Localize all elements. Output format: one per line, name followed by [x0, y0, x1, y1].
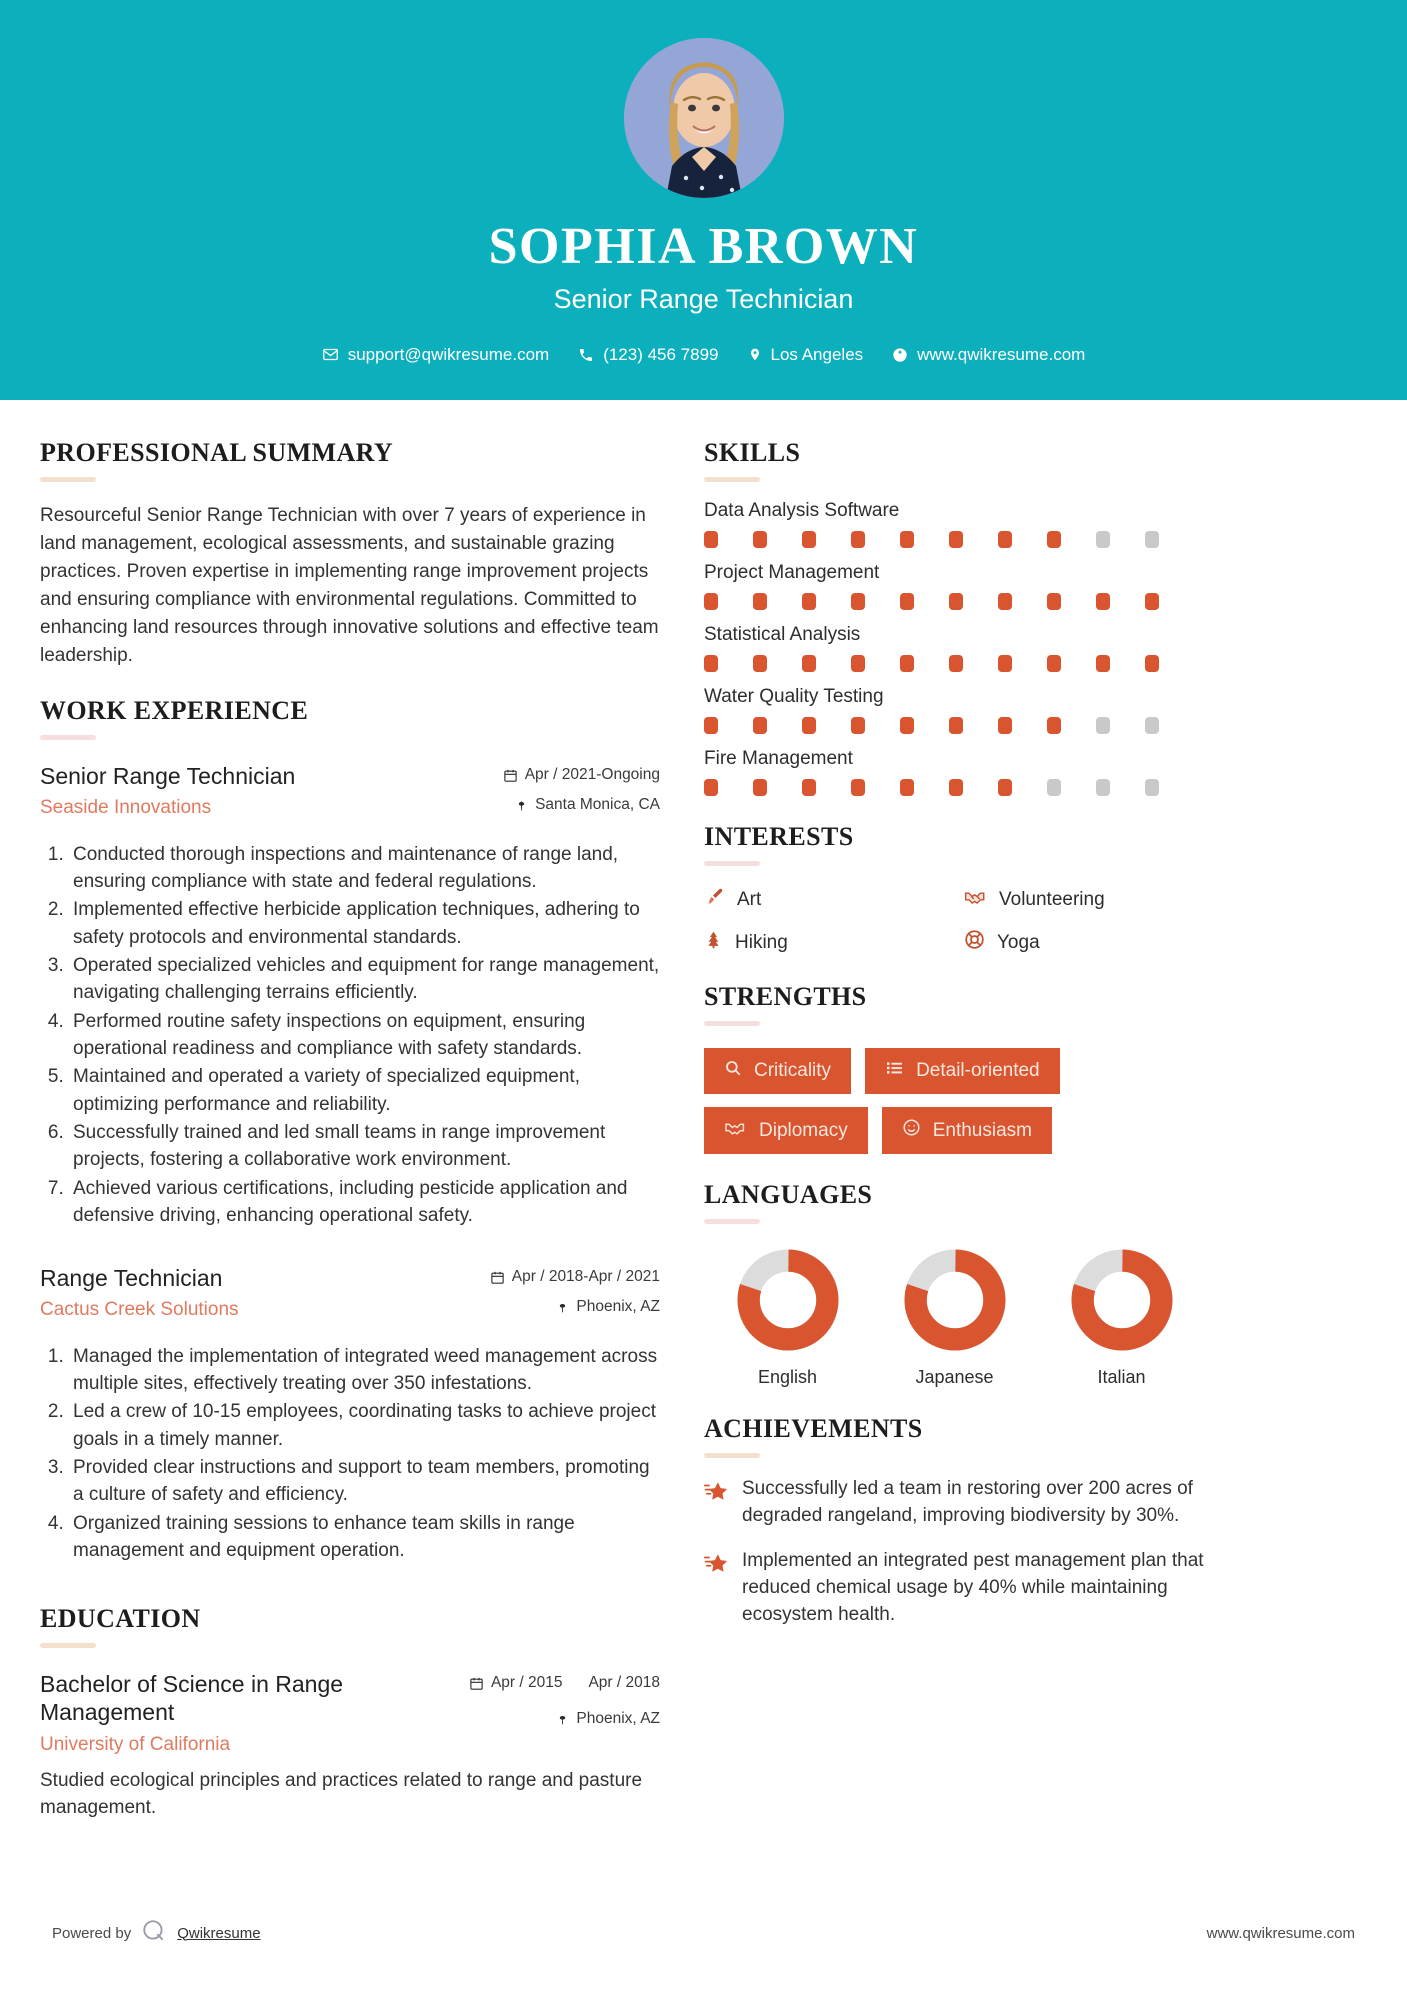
contact-location-text: Los Angeles	[770, 344, 864, 364]
skill-dot	[851, 593, 865, 610]
skill-dot	[753, 717, 767, 734]
skill-dot	[704, 779, 718, 796]
language-label: Japanese	[915, 1367, 994, 1387]
skill-label: Statistical Analysis	[704, 624, 861, 645]
language-donut-chart	[736, 1248, 840, 1352]
skill-dot	[1096, 593, 1110, 610]
education-heading: EDUCATION	[40, 1604, 201, 1634]
section-work-experience	[40, 696, 660, 1565]
skill-dot	[1145, 531, 1159, 548]
job-company: Seaside Innovations	[40, 796, 212, 818]
job-role: Range Technician	[40, 1264, 223, 1291]
interest-volunteering	[964, 886, 1224, 913]
skill-rating	[704, 531, 1224, 548]
skill-dot	[802, 779, 816, 796]
work-entry	[40, 762, 660, 1230]
contact-website-text: www.qwikresume.com	[917, 344, 1086, 364]
calendar-icon	[469, 1674, 484, 1696]
left-column	[40, 438, 660, 1848]
skill-rating	[704, 779, 1224, 796]
page-footer	[0, 1918, 1407, 1948]
skill-dot	[949, 779, 963, 796]
page-title: SOPHIA BROWN	[488, 218, 919, 275]
handshake-icon	[724, 1118, 747, 1143]
skill-dot	[753, 593, 767, 610]
job-dates	[490, 766, 660, 788]
job-dates-text: Apr / 2021-Ongoing	[524, 765, 660, 783]
contact-phone[interactable]	[568, 345, 728, 365]
skill-item	[704, 748, 1224, 796]
section-interests	[704, 822, 1224, 956]
skill-dot	[998, 593, 1012, 610]
language-donut-chart	[1070, 1248, 1174, 1352]
section-education	[40, 1604, 660, 1821]
qwikresume-logo-icon	[141, 1918, 167, 1948]
strength-badge-criticality	[704, 1048, 851, 1094]
list-item: 3. Operated specialized vehicles and equipment for range management, navigating challenging terrains efficiently.	[69, 952, 660, 1007]
section-languages	[704, 1180, 1224, 1388]
language-item	[1038, 1248, 1205, 1388]
skill-dot	[851, 717, 865, 734]
phone-icon	[578, 347, 594, 363]
job-company: Cactus Creek Solutions	[40, 1298, 239, 1320]
language-donut-chart	[903, 1248, 1007, 1352]
interests-heading: INTERESTS	[704, 822, 854, 851]
interest-label: Art	[737, 888, 762, 910]
strength-badge-detail-oriented	[865, 1048, 1060, 1094]
strengths-list	[704, 1048, 1224, 1154]
contact-email[interactable]	[312, 345, 560, 365]
language-label: English	[757, 1367, 818, 1387]
strength-badge-enthusiasm	[882, 1107, 1052, 1154]
skill-dot	[704, 717, 718, 734]
skill-dot	[1096, 779, 1110, 796]
skill-label: Fire Management	[704, 748, 853, 769]
language-item	[704, 1248, 871, 1388]
section-professional-summary	[40, 438, 660, 670]
skill-rating	[704, 593, 1224, 610]
skill-dot	[802, 593, 816, 610]
job-dates	[490, 1268, 660, 1290]
strength-label: Enthusiasm	[932, 1119, 1032, 1141]
section-rule	[704, 1219, 760, 1224]
skill-dot	[753, 655, 767, 672]
list-item: 3. Provided clear instructions and support to team members, promoting a culture of safety and efficiency.	[69, 1454, 660, 1509]
job-bullets	[40, 1343, 660, 1565]
skill-label: Water Quality Testing	[704, 686, 884, 707]
education-degree: Bachelor of Science in Range Management	[40, 1671, 344, 1726]
skill-dot	[1047, 779, 1061, 796]
job-location-text: Santa Monica, CA	[535, 795, 660, 813]
skill-dot	[1047, 593, 1061, 610]
list-item: 2. Led a crew of 10-15 employees, coordinating tasks to achieve project goals in a timely manner.	[69, 1398, 660, 1453]
skill-dot	[753, 779, 767, 796]
job-bullets	[40, 841, 660, 1230]
job-location	[490, 1298, 660, 1320]
list-icon	[885, 1059, 904, 1083]
skill-dot	[851, 779, 865, 796]
education-dates	[469, 1674, 660, 1696]
contact-email-text: support@qwikresume.com	[347, 344, 550, 364]
skill-dot	[949, 717, 963, 734]
section-rule	[40, 735, 96, 740]
footer-website[interactable]: www.qwikresume.com	[1206, 1924, 1355, 1942]
skill-dot	[851, 531, 865, 548]
calendar-icon	[490, 1268, 505, 1290]
pin-icon	[556, 1298, 569, 1320]
skill-dot	[949, 531, 963, 548]
interest-art	[704, 886, 964, 913]
skill-dot	[1096, 655, 1110, 672]
achievement-item	[704, 1476, 1224, 1530]
achievements-heading: ACHIEVEMENTS	[704, 1414, 923, 1443]
skill-dot	[998, 531, 1012, 548]
section-rule	[704, 861, 760, 866]
header-subtitle: Senior Range Technician	[553, 283, 854, 314]
skill-item	[704, 562, 1224, 610]
achievement-text: Successfully led a team in restoring over 200 acres of degraded rangeland, improving biodiversity by 30%.	[742, 1478, 1193, 1526]
education-entry	[40, 1670, 660, 1821]
tree-icon	[704, 929, 723, 956]
skill-dot	[1047, 531, 1061, 548]
interest-label: Volunteering	[999, 888, 1105, 910]
resume-header	[0, 0, 1407, 400]
section-rule	[40, 1643, 96, 1648]
job-role: Senior Range Technician	[40, 762, 296, 789]
list-item: 6. Successfully trained and led small teams in range improvement projects, fostering a collaborative work environment.	[69, 1119, 660, 1174]
envelope-icon	[322, 346, 339, 363]
skills-list	[704, 500, 1224, 796]
skill-dot	[851, 655, 865, 672]
contact-row	[0, 345, 1407, 365]
lifebuoy-icon	[964, 929, 985, 956]
summary-heading: PROFESSIONAL SUMMARY	[40, 438, 394, 467]
skill-dot	[704, 593, 718, 610]
section-achievements	[704, 1414, 1224, 1629]
education-date-start: Apr / 2015	[490, 1674, 563, 1692]
skill-label: Data Analysis Software	[704, 500, 900, 521]
education-date-end: Apr / 2018	[588, 1674, 660, 1692]
education-description: Studied ecological principles and practices related to range and pasture management.	[40, 1769, 643, 1819]
list-item: 1. Conducted thorough inspections and maintenance of range land, ensuring compliance with state and federal regulations.	[69, 841, 660, 896]
list-item: 4. Performed routine safety inspections on equipment, ensuring operational readiness and compliance with safety standards.	[69, 1008, 660, 1063]
handshake-icon	[964, 886, 987, 913]
globe-icon	[892, 347, 908, 363]
strength-label: Criticality	[754, 1060, 832, 1081]
skill-dot	[802, 655, 816, 672]
skill-dot	[802, 531, 816, 548]
skill-dot	[1145, 593, 1159, 610]
skill-dot	[998, 655, 1012, 672]
list-item: 1. Managed the implementation of integrated weed management across multiple sites, effectively treating over 350 infestations.	[69, 1343, 660, 1398]
summary-text: Resourceful Senior Range Technician with over 7 years of experience in land management, ecological assessments, and sustainable grazing practices. Proven expertise in implementing range improvement projects and ensuring compliance with environmental regulations. Committed to enhancing land resources through innovative solutions and effective team leadership.	[40, 505, 659, 666]
list-item: 2. Implemented effective herbicide application techniques, adhering to safety protocols and environmental standards.	[69, 896, 660, 951]
skill-dot	[1145, 655, 1159, 672]
section-strengths	[704, 982, 1224, 1154]
contact-phone-text: (123) 456 7899	[603, 344, 719, 364]
list-item: 4. Organized training sessions to enhance team skills in range management and equipment operation.	[69, 1510, 660, 1565]
job-dates-text: Apr / 2018-Apr / 2021	[511, 1267, 660, 1285]
skill-dot	[802, 717, 816, 734]
interest-yoga	[964, 929, 1224, 956]
skill-dot	[753, 531, 767, 548]
list-item: 5. Maintained and operated a variety of specialized equipment, optimizing performance and reliability.	[69, 1063, 660, 1118]
right-column	[704, 438, 1224, 1848]
skill-dot	[900, 593, 914, 610]
strength-label: Diplomacy	[759, 1119, 848, 1141]
section-rule	[40, 477, 96, 482]
interests-grid	[704, 886, 1224, 956]
section-rule	[704, 1021, 760, 1026]
qwikresume-link[interactable]: Qwikresume	[177, 1924, 261, 1942]
education-location	[469, 1710, 660, 1732]
languages-list	[704, 1248, 1224, 1388]
resume-body	[0, 400, 1407, 1848]
education-school: University of California	[40, 1733, 231, 1755]
section-rule	[704, 477, 760, 482]
language-item	[871, 1248, 1038, 1388]
section-skills	[704, 438, 1224, 796]
skill-dot	[998, 779, 1012, 796]
languages-heading: LANGUAGES	[704, 1180, 873, 1209]
list-item: 7. Achieved various certifications, including pesticide application and defensive driving, enhancing operational safety.	[69, 1175, 660, 1230]
strength-label: Detail-oriented	[916, 1060, 1040, 1081]
search-icon	[724, 1059, 742, 1083]
skill-dot	[704, 655, 718, 672]
pin-icon	[515, 796, 528, 818]
shooting-star-icon	[704, 1476, 728, 1507]
interest-label: Hiking	[735, 931, 788, 953]
skill-rating	[704, 717, 1224, 734]
job-location	[490, 796, 660, 818]
contact-website[interactable]	[882, 345, 1095, 365]
pin-icon	[556, 1710, 569, 1732]
skill-dot	[900, 531, 914, 548]
skill-dot	[1096, 531, 1110, 548]
skill-rating	[704, 655, 1224, 672]
map-pin-icon	[748, 346, 762, 363]
skill-dot	[998, 717, 1012, 734]
skill-dot	[1145, 779, 1159, 796]
language-label: Italian	[1097, 1367, 1146, 1387]
smiley-icon	[902, 1118, 921, 1143]
skill-dot	[949, 593, 963, 610]
section-rule	[704, 1453, 760, 1458]
interest-hiking	[704, 929, 964, 956]
achievement-item	[704, 1548, 1224, 1629]
work-heading: WORK EXPERIENCE	[40, 695, 309, 725]
skill-dot	[949, 655, 963, 672]
avatar-photo	[624, 38, 784, 198]
skill-item	[704, 624, 1224, 672]
contact-location	[738, 345, 874, 365]
strengths-heading: STRENGTHS	[704, 982, 867, 1011]
avatar	[624, 38, 784, 198]
paintbrush-icon	[704, 886, 725, 913]
powered-by-label: Powered by	[52, 1924, 132, 1942]
interest-label: Yoga	[997, 931, 1040, 953]
achievement-text: Implemented an integrated pest management plan that reduced chemical usage by 40% while maintaining ecosystem health.	[742, 1549, 1204, 1625]
skill-dot	[704, 531, 718, 548]
work-entry	[40, 1264, 660, 1565]
powered-by-block	[52, 1918, 261, 1948]
skill-dot	[900, 655, 914, 672]
job-location-text: Phoenix, AZ	[576, 1297, 660, 1315]
skill-label: Project Management	[704, 562, 880, 583]
skill-dot	[1096, 717, 1110, 734]
skill-dot	[900, 717, 914, 734]
skill-item	[704, 686, 1224, 734]
skill-dot	[1145, 717, 1159, 734]
calendar-icon	[503, 766, 518, 788]
shooting-star-icon	[704, 1548, 728, 1579]
skill-dot	[1047, 717, 1061, 734]
skill-item	[704, 500, 1224, 548]
strength-badge-diplomacy	[704, 1107, 868, 1154]
skill-dot	[1047, 655, 1061, 672]
skill-dot	[900, 779, 914, 796]
skills-heading: SKILLS	[704, 438, 801, 467]
education-location-text: Phoenix, AZ	[576, 1710, 660, 1728]
